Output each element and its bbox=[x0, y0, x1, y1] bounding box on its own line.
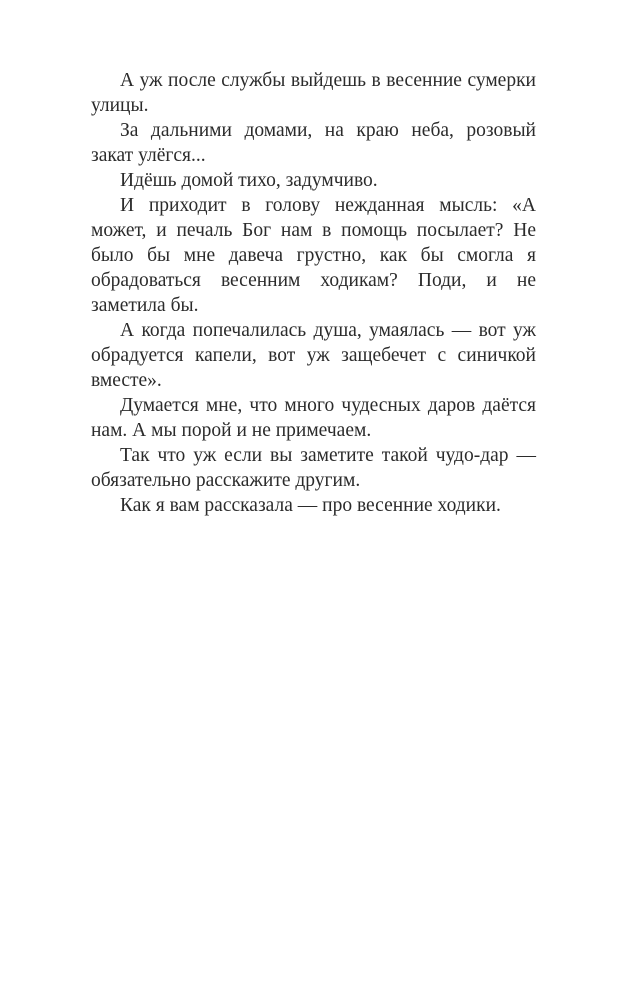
paragraph: А уж после службы выйдешь в весенние сумерки улицы. bbox=[91, 70, 536, 116]
body-text bbox=[91, 68, 536, 518]
paragraph: Так что уж если вы заметите такой чудо-дар — обязательно расскажите другим. bbox=[91, 445, 536, 491]
paragraph: Как я вам рассказала — про весенние ходики. bbox=[120, 495, 501, 516]
paragraph: За дальними домами, на краю неба, розовый закат улёгся... bbox=[91, 120, 536, 166]
paragraph: И приходит в голову нежданная мысль: «А может, и печаль Бог нам в помощь посылает? Не было бы мне давеча грустно, как бы смогла я обрадоваться весенним ходикам? Поди, и не заметила бы. bbox=[91, 195, 536, 316]
paragraph: Идёшь домой тихо, задумчиво. bbox=[120, 170, 378, 191]
paragraph: Думается мне, что много чудесных даров даётся нам. А мы порой и не примечаем. bbox=[91, 395, 536, 441]
paragraph: А когда попечалилась душа, умаялась — вот уж обрадуется капели, вот уж защебечет с синичкой вместе». bbox=[91, 320, 536, 391]
